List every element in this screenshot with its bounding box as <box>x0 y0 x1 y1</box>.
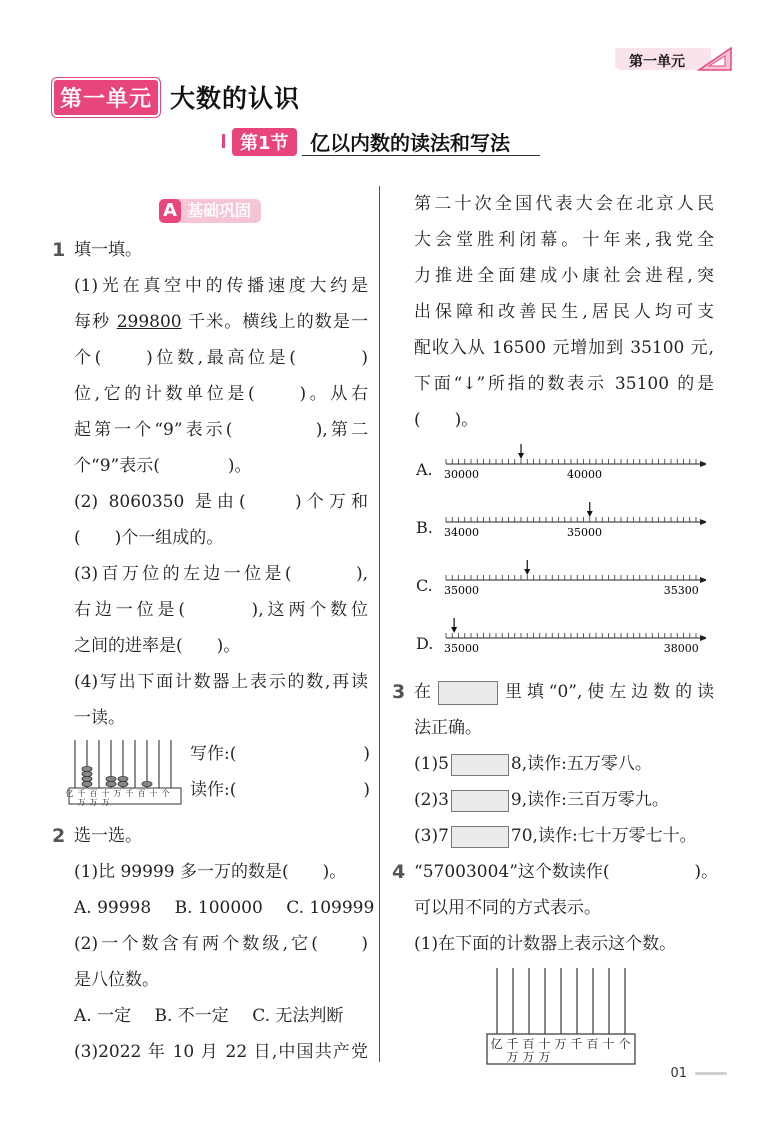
number-line <box>438 500 706 552</box>
left-column <box>52 200 375 1070</box>
close-paren: ) <box>363 744 370 764</box>
question-title: 填一填。 <box>74 240 142 260</box>
text-span: 在 <box>414 682 436 702</box>
text-span: 里填“0”,使左边数的读 <box>499 682 715 702</box>
q4-part1 <box>392 926 714 962</box>
abacus-label: 十 <box>149 789 158 798</box>
text-span: (3)7 <box>414 826 449 846</box>
text-line: (2)一个数含有两个数级,它( ) <box>74 934 368 954</box>
arrow-head-icon <box>700 461 706 467</box>
q3-item-3 <box>414 818 714 854</box>
text-line: 大会堂胜利闭幕。十年来,我党全 <box>414 230 714 250</box>
read-label: 读作:( <box>190 780 237 800</box>
text-line: (1)光在真空中的传播速度大约是 <box>74 276 368 296</box>
abacus-label: 百万 <box>522 1037 535 1064</box>
page-number <box>670 1066 727 1081</box>
fill-box <box>438 681 498 705</box>
abacus-large <box>485 966 637 1066</box>
option-label: A. <box>416 460 433 479</box>
abacus-labels <box>65 789 183 807</box>
text-span: 9,读作:三百万零九。 <box>510 790 669 810</box>
abacus-label: 千 <box>125 789 134 798</box>
right-column <box>392 186 719 962</box>
down-arrow-head <box>451 627 457 633</box>
abacus-label: 十 <box>602 1037 615 1051</box>
down-arrow-head <box>518 453 524 459</box>
option-a: A. 一定 <box>74 1006 132 1026</box>
text-span: 70,读作:七十万零七十。 <box>510 826 697 846</box>
text-line: “57003004”这个数读作( )。 <box>414 862 719 882</box>
close-paren: ) <box>363 780 370 800</box>
text-line: 下面“↓”所指的数表示 35100 的是 <box>414 374 714 394</box>
abacus-label: 亿 <box>490 1037 503 1051</box>
text-line: 右边一位是( ),这两个数位 <box>74 600 368 620</box>
section-badge: 第1节 <box>232 128 297 156</box>
q1-part1 <box>52 268 368 736</box>
q3-item-2 <box>414 782 714 818</box>
question-number: 1 <box>52 239 66 261</box>
text-line: (1)比 99999 多一万的数是( )。 <box>74 862 347 882</box>
abacus-label: 千万 <box>77 789 86 807</box>
tick-label-left: 34000 <box>444 526 479 539</box>
page-number-bar <box>695 1072 727 1075</box>
section-underline <box>302 155 540 156</box>
text-line: 起第一个“9”表示( ),第二 <box>74 420 368 440</box>
option-c: C. 无法判断 <box>252 1006 344 1026</box>
text-span: (1)5 <box>414 754 449 774</box>
tick-label-left: 35000 <box>444 642 479 655</box>
option-label: C. <box>416 576 433 595</box>
abacus-label: 个 <box>161 789 170 798</box>
text-line: 出保障和改善民生,居民人均可支 <box>414 302 714 322</box>
options-row <box>74 998 368 1034</box>
text-line: 力推进全面建成小康社会进程,突 <box>414 266 714 286</box>
read-line <box>190 772 370 808</box>
q2-parts <box>52 854 375 1070</box>
abacus-label: 个 <box>618 1037 631 1051</box>
tick-label-right: 35300 <box>663 584 699 597</box>
abacus-label: 十万 <box>538 1037 551 1064</box>
text-line: 之间的进率是( )。 <box>74 636 241 656</box>
abacus-label: 千 <box>570 1037 583 1051</box>
option-label: D. <box>416 634 434 653</box>
section-title: 亿以内数的读法和写法 <box>310 131 510 155</box>
question-1 <box>52 232 368 268</box>
abacus-label: 百 <box>586 1037 599 1051</box>
text-line <box>74 304 368 340</box>
tick-label-left: 30000 <box>444 468 479 481</box>
number-line <box>438 616 706 668</box>
number-line <box>438 558 706 610</box>
number-line-option <box>416 616 714 674</box>
text-line: (3)百万位的左边一位是( ), <box>74 564 368 584</box>
arrow-head-icon <box>700 577 706 583</box>
question-number: 2 <box>52 825 66 847</box>
level-text: 基础巩固 <box>186 201 251 220</box>
text-line <box>414 674 714 710</box>
text-span: (2)3 <box>414 790 449 810</box>
text-line: 是八位数。 <box>74 970 159 990</box>
underlined-number: 299800 <box>116 312 182 332</box>
unit-tab-label: 第一单元 <box>629 54 685 70</box>
level-badge <box>52 196 368 226</box>
write-line <box>190 736 370 772</box>
page-number-text: 01 <box>670 1066 687 1081</box>
question-3 <box>392 674 714 746</box>
number-line-option <box>416 558 714 616</box>
abacus-label: 十万 <box>101 789 110 807</box>
text-span: 每秒 <box>74 312 117 332</box>
unit-tab <box>615 44 735 74</box>
section-header <box>222 126 540 156</box>
arrow-head-icon <box>700 519 706 525</box>
text-line: 法正确。 <box>414 718 482 738</box>
number-line <box>438 442 706 494</box>
down-arrow-head <box>587 511 593 517</box>
text-line: (4)写出下面计数器上表示的数,再读 <box>74 672 368 692</box>
tick-label-left: 35000 <box>444 584 479 597</box>
question-title: 选一选。 <box>74 826 142 846</box>
text-line: 配收入从 16500 元增加到 35100 元, <box>414 338 714 358</box>
unit-name: 大数的认识 <box>170 84 301 113</box>
down-arrow-head <box>524 569 530 575</box>
abacus-label: 万 <box>113 789 122 798</box>
answer-box[interactable] <box>451 790 509 812</box>
text-line: 位,它的计数单位是( )。从右 <box>74 384 368 404</box>
number-line-option <box>416 500 714 558</box>
question-2 <box>52 818 368 854</box>
abacus-label: 千万 <box>506 1037 519 1064</box>
abacus-large-labels <box>489 1038 635 1064</box>
option-b: B. 100000 <box>174 898 263 918</box>
q2-part3-continued <box>392 186 714 438</box>
arrow-head-icon <box>700 635 706 641</box>
tick-label-right: 38000 <box>663 642 699 655</box>
text-line: (3)2022 年 10 月 22 日,中国共产党 <box>74 1042 368 1062</box>
ruler-triangle-icon <box>695 44 735 74</box>
write-label: 写作:( <box>190 744 237 764</box>
question-number: 4 <box>392 861 406 883</box>
tick-label-right: 35000 <box>567 526 602 539</box>
write-read-lines <box>190 736 370 808</box>
text-line: 个“9”表示( )。 <box>74 456 252 476</box>
column-divider <box>379 186 380 1062</box>
option-a: A. 99998 <box>74 898 152 918</box>
number-line-option <box>416 442 714 500</box>
question-4 <box>392 854 719 926</box>
text-span: 千米。横线上的数是一 <box>181 312 368 332</box>
abacus-label: 百 <box>137 789 146 798</box>
abacus-label: 亿 <box>65 789 74 798</box>
text-line: 一读。 <box>74 708 125 728</box>
text-line: 可以用不同的方式表示。 <box>414 898 601 918</box>
text-line: 个( )位数,最高位是( ) <box>74 348 368 368</box>
text-line: ( )个一组成的。 <box>74 528 224 548</box>
option-c: C. 109999 <box>286 898 375 918</box>
unit-badge: 第一单元 <box>52 78 160 117</box>
answer-box[interactable] <box>451 826 509 848</box>
question-number: 3 <box>392 681 406 703</box>
abacus-label: 万 <box>554 1037 567 1051</box>
number-line-options <box>392 442 714 674</box>
options-row <box>74 890 375 926</box>
option-b: B. 不一定 <box>154 1006 229 1026</box>
text-line: 第二十次全国代表大会在北京人民 <box>414 194 714 214</box>
level-letter: A <box>159 199 181 223</box>
abacus-label: 百万 <box>89 789 98 807</box>
text-line: ( )。 <box>414 410 479 430</box>
q3-item-1 <box>414 746 714 782</box>
text-span: 8,读作:五万零八。 <box>510 754 652 774</box>
text-line: (2) 8060350 是由( )个万和 <box>74 492 368 512</box>
tick-label-right: 40000 <box>567 468 602 481</box>
answer-box[interactable] <box>451 754 509 776</box>
option-label: B. <box>416 518 433 537</box>
section-dash <box>222 134 230 148</box>
q3-items <box>392 746 714 854</box>
unit-title <box>52 80 300 114</box>
text-line: (1)在下面的计数器上表示这个数。 <box>414 934 677 954</box>
abacus-row <box>52 736 368 818</box>
